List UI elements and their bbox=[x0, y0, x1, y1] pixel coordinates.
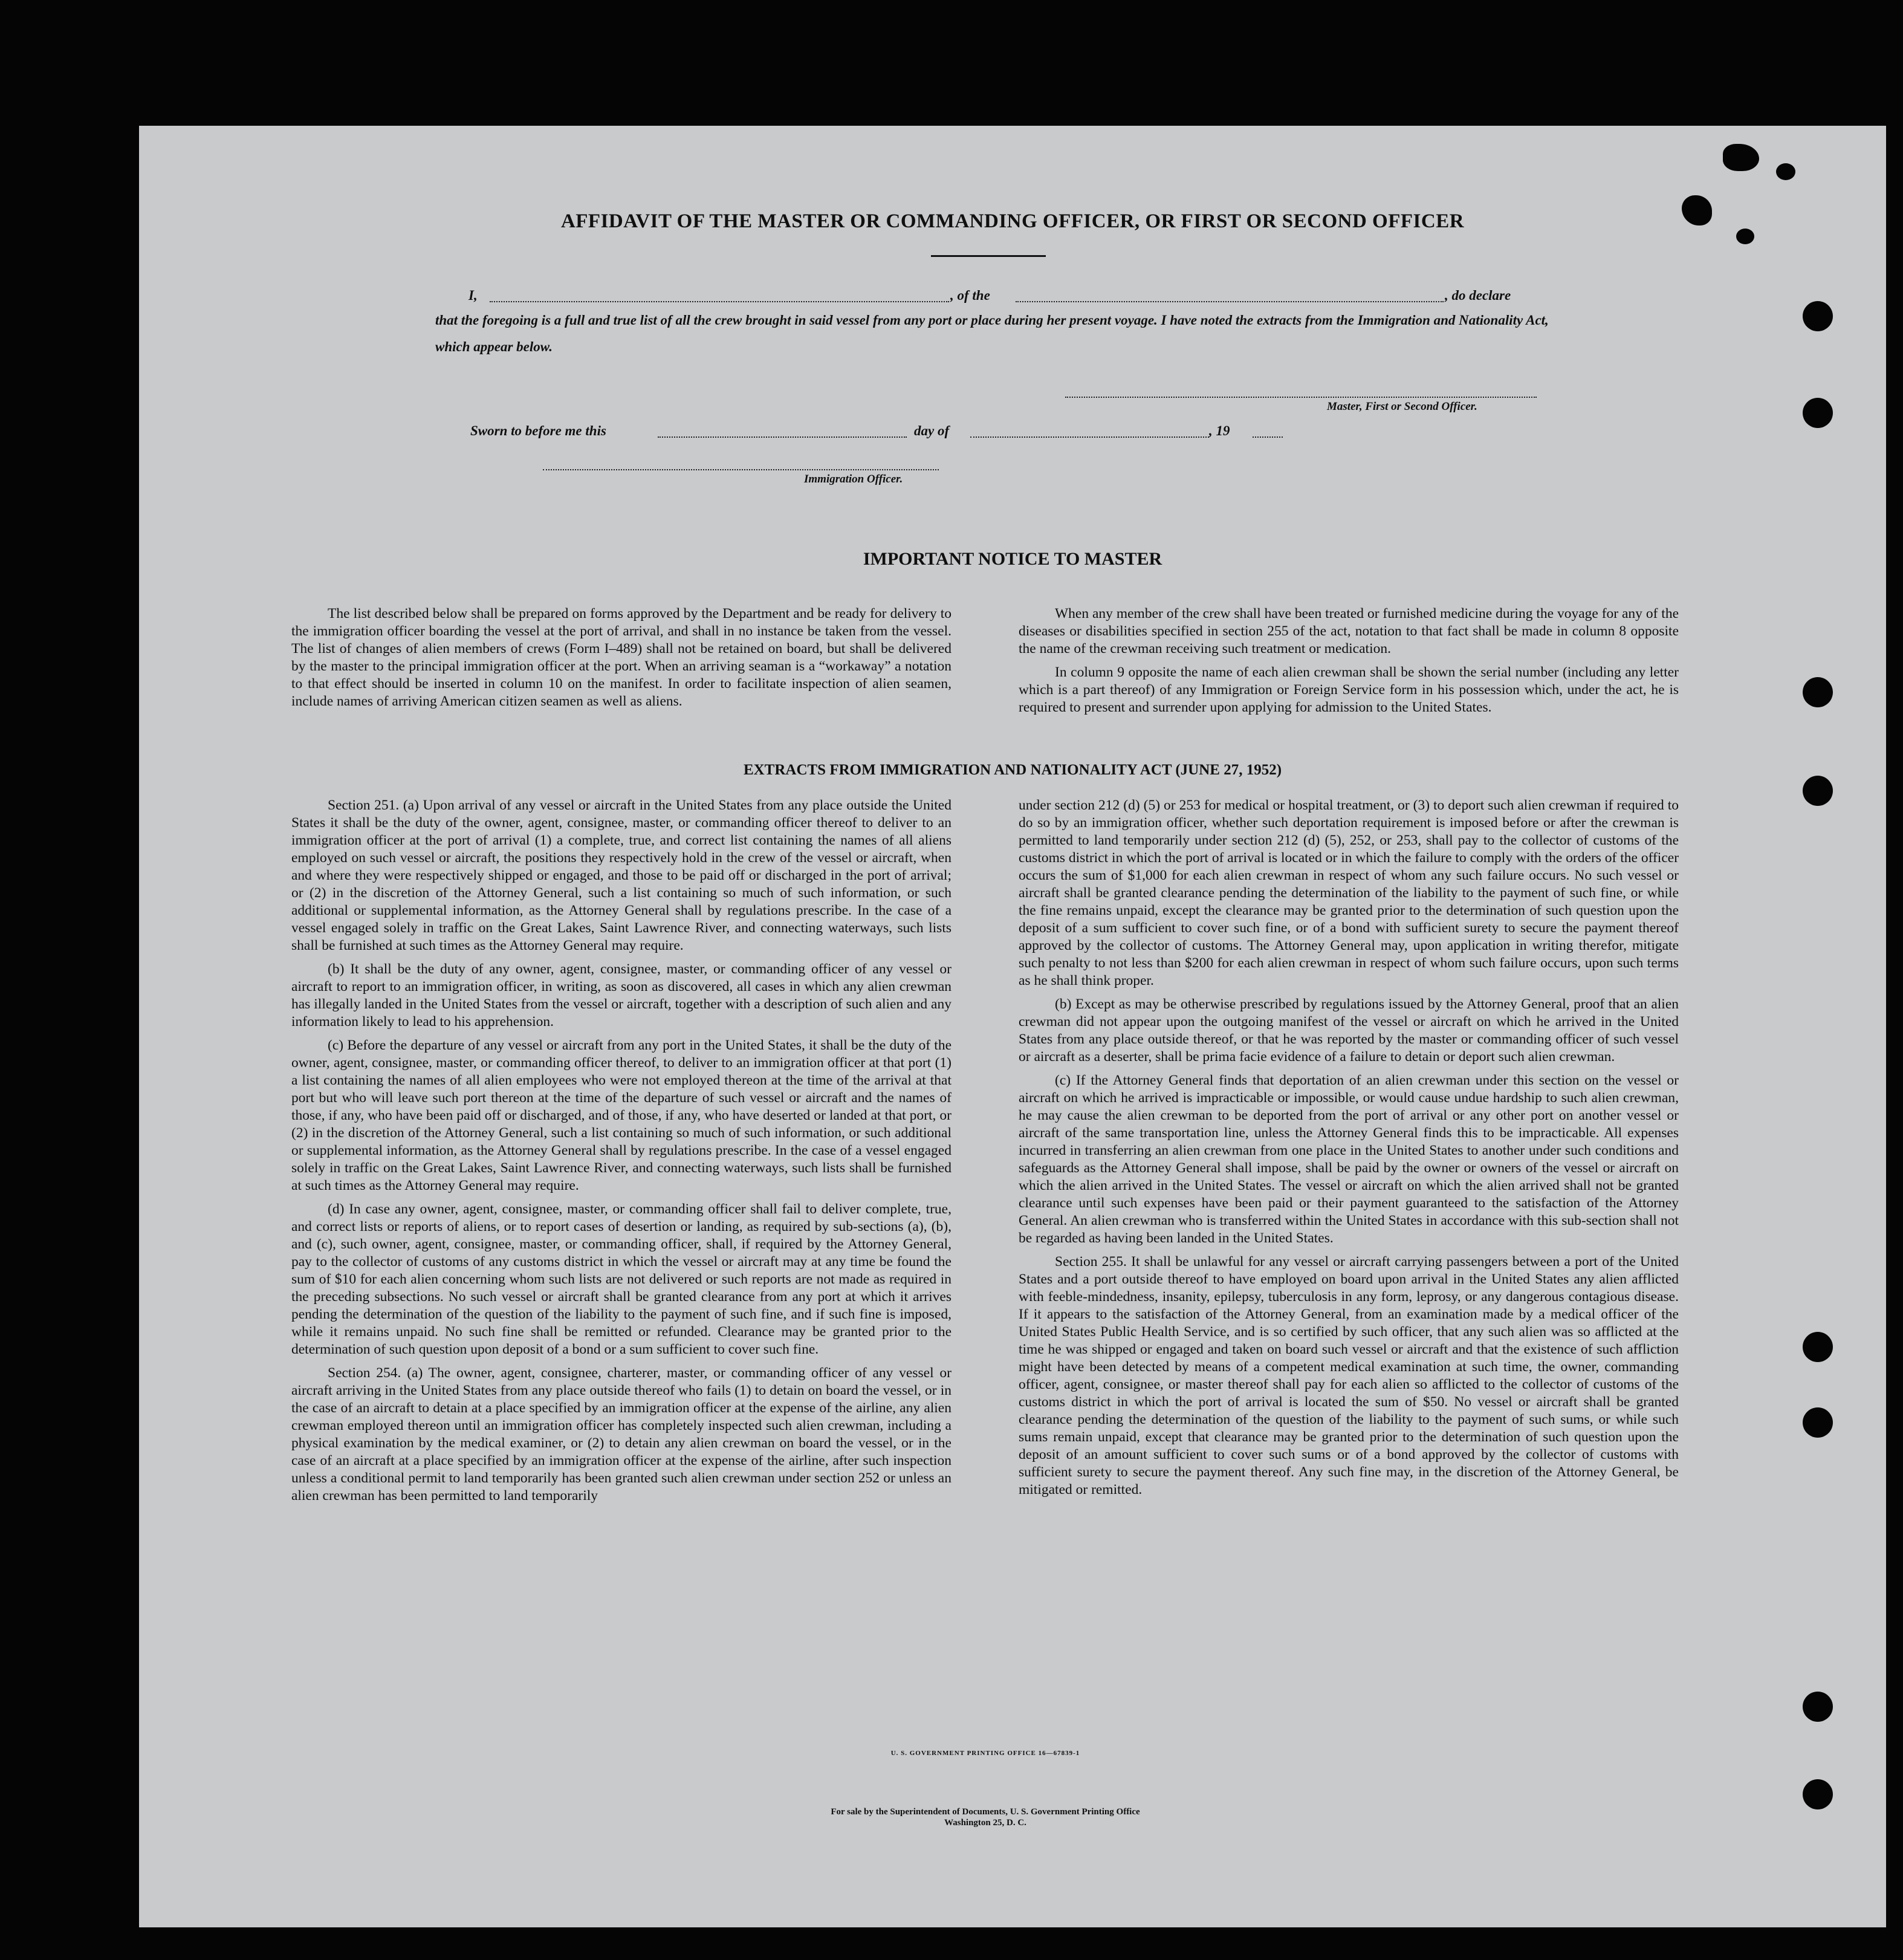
binder-hole bbox=[1803, 1332, 1833, 1362]
do-declare-label: , do declare bbox=[1445, 288, 1511, 303]
sale-line-2: Washington 25, D. C. bbox=[944, 1818, 1026, 1828]
extract-paragraph: (d) In case any owner, agent, consignee, master, or commanding officer shall fail to deliver complete, true, and correct lists or reports of aliens, or to report cases of desertion or landing, as required by sub-sections (a), (b), and (c), such owner, agent, consignee, master, or commanding officer, shall, if required by the Attorney General, pay to the collector of customs of any customs district in which the vessel or aircraft may at any time be found the sum of $10 for each alien concerning whom such lists are not delivered or such reports are not made as required in the preceding subsections. No such vessel or aircraft shall be granted clearance from any port at which it arrives pending the determination of the question of the liability to the payment of such fine, and if such fine is imposed, while it remains unpaid. No such fine shall be remitted or refunded. Clearance may be granted prior to the determination of such question upon deposit of a bond or a sum sufficient to cover such fine. bbox=[291, 1201, 952, 1357]
i-label: I, bbox=[468, 288, 478, 303]
master-signature-field[interactable] bbox=[1065, 397, 1537, 398]
binder-hole bbox=[1803, 1407, 1833, 1438]
notice-title: IMPORTANT NOTICE TO MASTER bbox=[863, 549, 1162, 569]
extract-paragraph: (b) Except as may be otherwise prescribed by regulations issued by the Attorney General, proof that an alien crewman did not appear upon the outgoing manifest of the vessel or aircraft on which he arrived in the United States from any place outside thereof, or that he was reported by the master or commanding officer of such vessel or aircraft as a deserter, shall be prima facie evidence of a failure to detain or deport such alien crewman. bbox=[1019, 996, 1679, 1065]
notice-right-paragraph-2: In column 9 opposite the name of each alien crewman shall be shown the serial number (including any letter which is a part thereof) of any Immigration or Foreign Service form in his possession which, under the act, he is required to present and surrender upon applying for admission to the United States. bbox=[1019, 664, 1679, 715]
declaration-text: that the foregoing is a full and true list of all the crew brought in said vessel from any port or place during her present voyage. I have noted the extracts from the Immigration and Nationality Act, which appear below. bbox=[435, 313, 1549, 354]
extract-paragraph: (c) If the Attorney General finds that deportation of an alien crewman under this section on the vessel or aircraft on which he arrived is impracticable or impossible, or would cause undue hardship to such alien crewman, he may cause the alien crewman to be deported from the port of arrival or any other port on another vessel or aircraft of the same transportation line, unless the Attorney General finds this to be impracticable. All expenses incurred in transferring an alien crewman from one place in the United States to another under such conditions and safeguards as the Attorney General shall impose, shall be paid by the owner or owners of the vessel or aircraft on which the alien arrived in the United States. The vessel or aircraft on which the alien arrived shall not be granted clearance until such expenses have been paid or their payment guaranteed to the satisfaction of the Attorney General. An alien crewman who is transferred within the United States in accordance with this sub-section shall not be regarded as having been landed in the United States. bbox=[1019, 1072, 1679, 1246]
extract-paragraph: (b) It shall be the duty of any owner, agent, consignee, master, or commanding officer of any vessel or aircraft to report to an immigration officer, in writing, as soon as discovered, all cases in which any alien crewman has illegally landed in the United States from the vessel or aircraft, together with a description of such alien and any information likely to lead to his apprehension. bbox=[291, 961, 952, 1030]
ink-stain bbox=[1723, 144, 1759, 171]
immigration-officer-label: Immigration Officer. bbox=[804, 473, 903, 485]
extract-paragraph: Section 255. It shall be unlawful for any vessel or aircraft carrying passengers between a port of the United States and a port outside thereof to have employed on board upon arrival in the United States any alien afflicted with feeble-mindedness, insanity, epilepsy, tuberculosis in any form, leprosy, or any dangerous contagious disease. If it appears to the satisfaction of the Attorney General, from an examination made by a medical officer of the United States Public Health Service, and is so certified by such officer, that any such alien was so afflicted at the time he was shipped or engaged and taken on board such vessel or aircraft and that the existence of such affliction might have been detected by means of a competent medical examination at such time, the owner, commanding officer, agent, consignee, or master thereof shall pay for each alien so afflicted to the collector of customs of the customs district in which the port of arrival is located the sum of $50. No vessel or aircraft shall be granted clearance pending the determination of the question of the liability to the payment of such sums, or while such sums remain unpaid, except that clearance may be granted prior to the determination of such question upon the deposit of an amount sufficient to cover such sums or of a bond approved by the collector of customs with sufficient surety to secure the payment thereof. Any such fine may, in the discretion of the Attorney General, be mitigated or remitted. bbox=[1019, 1254, 1679, 1498]
binder-hole bbox=[1803, 398, 1833, 428]
title-rule bbox=[931, 255, 1046, 257]
sworn-day-field[interactable] bbox=[658, 436, 907, 438]
notice-right-paragraph-1: When any member of the crew shall have been treated or furnished medicine during the voyage for any of the diseases or disabilities specified in section 255 of the act, notation to that fact shall be made in column 8 opposite the name of the crewman receiving such treatment or medication. bbox=[1019, 606, 1679, 657]
binder-hole bbox=[1803, 1779, 1833, 1809]
binder-hole bbox=[1803, 776, 1833, 806]
extracts-right-column bbox=[1019, 797, 1679, 1505]
sworn-year-field[interactable] bbox=[1253, 436, 1283, 438]
binder-hole bbox=[1803, 1692, 1833, 1722]
extract-paragraph: Section 254. (a) The owner, agent, consignee, charterer, master, or commanding officer of any vessel or aircraft arriving in the United States from any place outside thereof who fails (1) to detain on board the vessel, or in the case of an aircraft to detain at a place specified by an immigration officer at the expense of the airline, any alien crewman employed thereon until an immigration officer has completely inspected such alien crewman, including a physical examination by the medical examiner, or (2) to detain any alien crewman on board the vessel, or in the case of an aircraft at a place specified by an immigration officer at the expense of the airline, after such inspection unless a conditional permit to land temporarily has been granted such alien crewman under section 252 or unless an alien crewman has been permitted to land temporarily bbox=[291, 1365, 952, 1504]
master-name-field[interactable] bbox=[490, 301, 949, 302]
extracts-left-column bbox=[291, 797, 952, 1511]
year-label: , 19 bbox=[1209, 423, 1230, 438]
vessel-name-field[interactable] bbox=[1016, 301, 1444, 302]
notice-left-paragraph: The list described below shall be prepared on forms approved by the Department and be ready for delivery to the immigration officer boarding the vessel at the port of arrival, and shall in no instance be taken from the vessel. The list of changes of alien members of crews (Form I–489) shall not be retained on board, but shall be delivered by the master to the principal immigration officer at the port. When an arriving seaman is a “workaway” a notation to that effect should be inserted in column 10 on the manifest. In order to facilitate inspection of alien seamen, include names of arriving American citizen seamen as well as aliens. bbox=[291, 606, 952, 709]
sworn-label: Sworn to before me this bbox=[470, 423, 606, 438]
master-signature-label: Master, First or Second Officer. bbox=[1327, 400, 1477, 413]
binder-hole bbox=[1803, 301, 1833, 331]
ink-stain bbox=[1736, 229, 1754, 244]
notice-right-column bbox=[1019, 605, 1679, 722]
notice-left-column bbox=[291, 605, 952, 716]
of-the-label: , of the bbox=[950, 288, 990, 303]
ink-stain bbox=[1776, 163, 1795, 180]
day-of-label: day of bbox=[914, 423, 950, 438]
immigration-officer-signature-field[interactable] bbox=[543, 469, 939, 470]
extract-paragraph: Section 251. (a) Upon arrival of any vessel or aircraft in the United States from any place outside the United States it shall be the duty of the owner, agent, consignee, master, or commanding officer thereof to deliver to an immigration officer at the port of arrival (1) a complete, true, and correct list containing the names of all aliens employed on such vessel or aircraft, the positions they respectively hold in the crew of the vessel or aircraft, when and where they were respectively shipped or engaged, and those to be paid off or discharged in the port of arrival; or (2) in the discretion of the Attorney General, such a list containing so much of such information, or such additional or supplemental information, as the Attorney General shall by regulations prescribe. In the case of a vessel engaged solely in traffic on the Great Lakes, Saint Lawrence River, and connecting waterways, such lists shall be furnished at such times as the Attorney General may require. bbox=[291, 797, 952, 953]
extract-paragraph: under section 212 (d) (5) or 253 for medical or hospital treatment, or (3) to deport such alien crewman if required to do so by an immigration officer, whether such deportation requirement is imposed before or after the crewman is permitted to land temporarily under section 212 (d) (5), 252, or 253, shall pay to the collector of customs of the customs district in which the port of arrival is located or in which the failure to comply with the orders of the officer occurs the sum of $1,000 for each alien crewman in respect of whom any such failure occurs. No such vessel or aircraft shall be granted clearance pending the determination of the liability to the payment of such fine, or while the fine remains unpaid, except the clearance may be granted prior to the determination of such question upon the deposit of a sum sufficient to cover such fine, or of a bond with sufficient surety to secure the payment thereof approved by the collector of customs. The Attorney General may, upon application in writing therefor, mitigate such penalty to not less than $200 for each alien crewman in respect of whom such failure occurs, upon such terms as he shall think proper. bbox=[1019, 797, 1679, 988]
sale-line-1: For sale by the Superintendent of Documents, U. S. Government Printing Office bbox=[831, 1807, 1140, 1817]
document-page bbox=[139, 126, 1886, 1927]
extract-paragraph: (c) Before the departure of any vessel or aircraft from any port in the United States, it shall be the duty of the owner, agent, consignee, master, or commanding officer thereof, to deliver to an immigration officer at that port (1) a list containing the names of all alien employees who were not employed thereon at the time of the arrival at that port but who will leave such port thereon at the time of the departure of such vessel or aircraft and the names of those, if any, who have been paid off or discharged, and of those, if any, who have deserted or landed at that port, or (2) in the discretion of the Attorney General, such a list containing so much of such information, or such additional or supplemental information, as the Attorney General shall by regulations prescribe. In the case of a vessel engaged solely in traffic on the Great Lakes, Saint Lawrence River, and connecting waterways, such lists shall be furnished at such times as the Attorney General may require. bbox=[291, 1037, 952, 1193]
sworn-month-field[interactable] bbox=[970, 436, 1209, 438]
sale-notice bbox=[441, 1806, 1529, 1828]
extracts-title: EXTRACTS FROM IMMIGRATION AND NATIONALITY ACT (JUNE 27, 1952) bbox=[743, 762, 1282, 778]
binder-hole bbox=[1803, 677, 1833, 707]
affidavit-title: AFFIDAVIT OF THE MASTER OR COMMANDING OFFICER, OR FIRST OR SECOND OFFICER bbox=[560, 210, 1465, 232]
printing-office-line: U. S. GOVERNMENT PRINTING OFFICE 16—67839-1 bbox=[890, 1750, 1080, 1757]
